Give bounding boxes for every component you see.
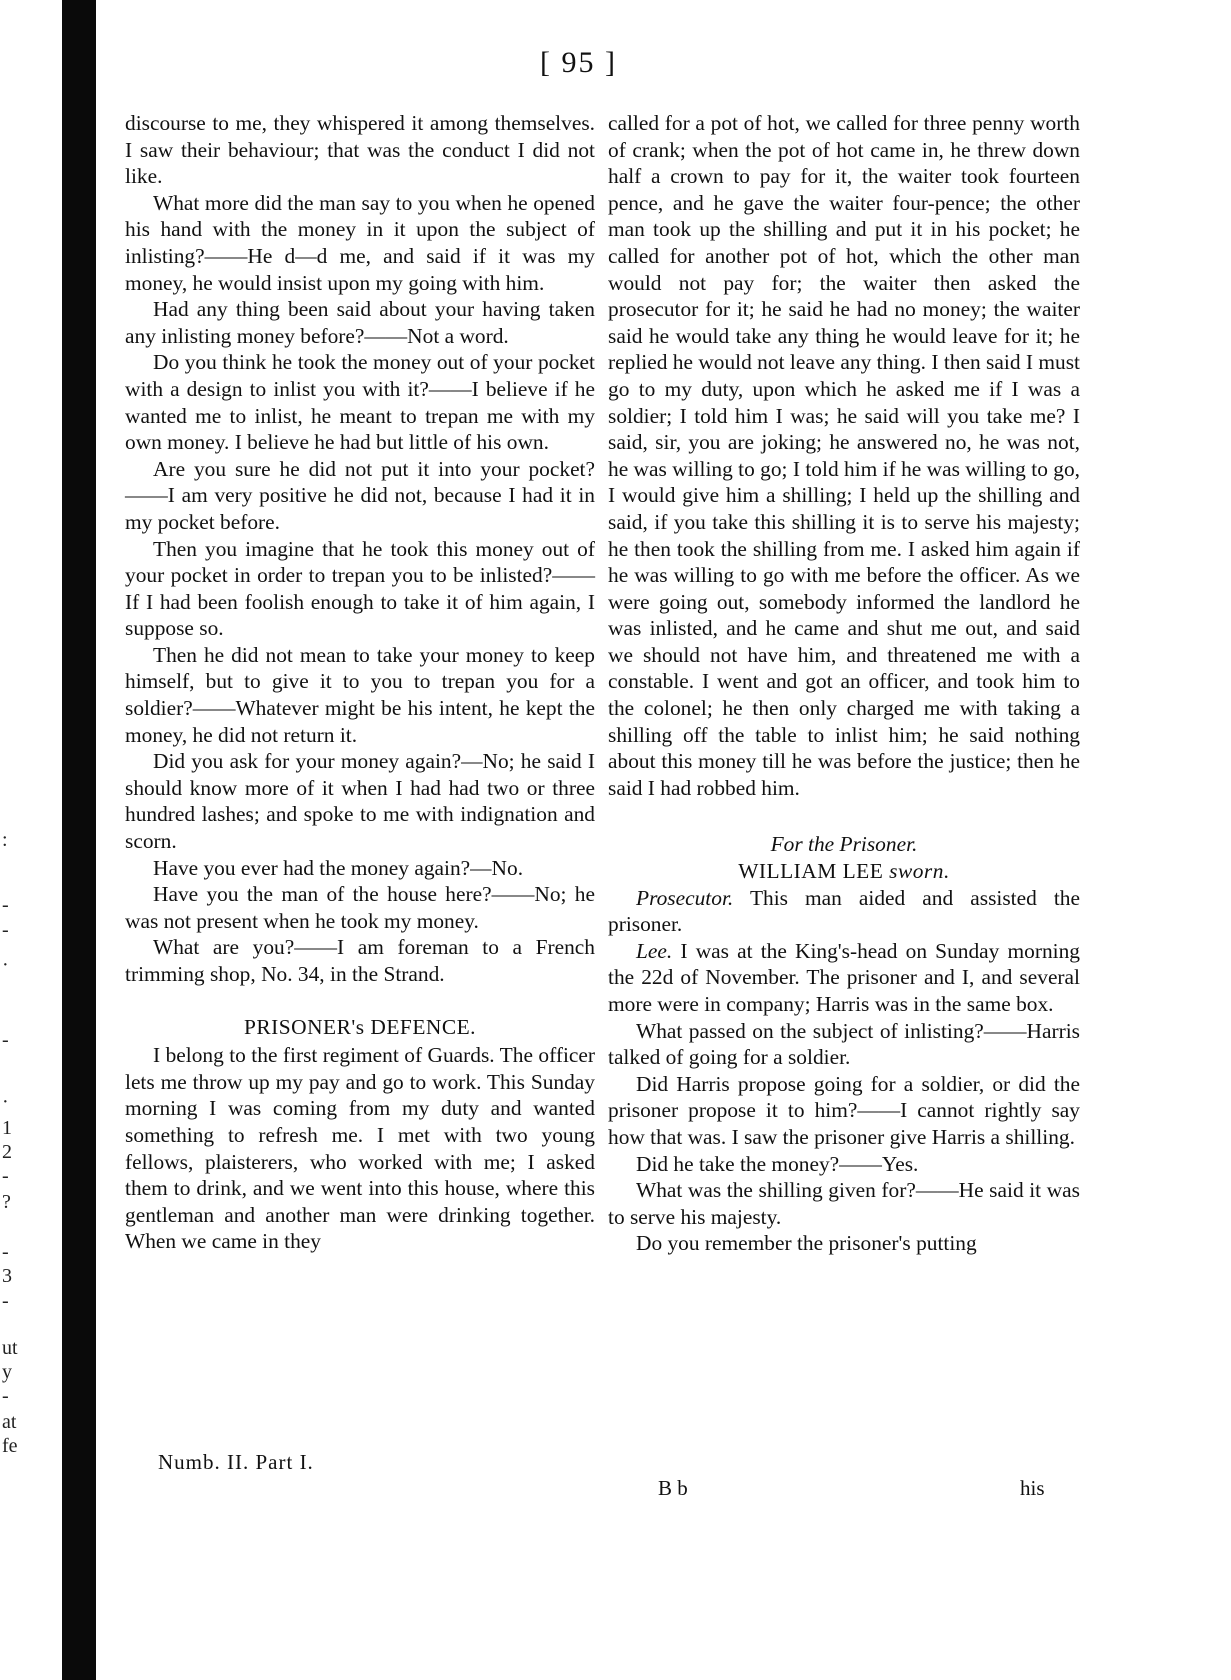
paragraph: Do you think he took the money out of your pocket with a design to inlist you with it?——I believe if he wanted me to inlist, he meant to trepan me with my own money. I believe he had but little of his own. [125, 350, 595, 455]
for-prisoner-heading: For the Prisoner. [770, 832, 918, 857]
paragraph: Have you ever had the money again?—No. [153, 855, 524, 880]
speaker-text: I was at the King's-head on Sunday morning the 22d of November. The prisoner and I, and several more were in company; Harris was in the same box. [608, 938, 1080, 1016]
paragraph: Did he take the money?——Yes. [636, 1151, 919, 1176]
paragraph: What was the shilling given for?——He said it was to serve his majesty. [608, 1178, 1080, 1229]
margin-fragment: ? [2, 1191, 11, 1213]
margin-fragment: - [2, 1290, 9, 1312]
footer-number-part: Numb. II. Part I. [158, 1450, 314, 1474]
paragraph: What are you?——I am foreman to a French trimming shop, No. 34, in the Strand. [125, 935, 595, 986]
paragraph: What passed on the subject of inlisting?——Harris talked of going for a soldier. [608, 1018, 1080, 1070]
speaker-label: Lee. [636, 938, 673, 963]
speaker-label: Prosecutor. [636, 885, 734, 910]
paragraph: Are you sure he did not put it into your pocket?——I am very positive he did not, because I had it in my pocket before. [125, 456, 595, 534]
defence-heading: PRISONER's DEFENCE. [243, 1014, 477, 1039]
footer-signature: B b [658, 1476, 688, 1500]
witness-name: WILLIAM LEE [738, 859, 884, 884]
paragraph [608, 938, 1080, 1018]
margin-fragment: fe [2, 1435, 18, 1457]
left-column [125, 110, 595, 1255]
paragraph: Had any thing been said about your having taken any inlisting money before?——Not a word. [125, 297, 595, 348]
margin-fragment: ut [2, 1337, 18, 1359]
margin-fragment: · [2, 1091, 9, 1113]
margin-fragment: 2 [2, 1141, 12, 1163]
paragraph: Do you remember the prisoner's putting [636, 1231, 977, 1256]
speaker-text: This man aided and assisted the prisoner. [608, 885, 1080, 937]
margin-fragment: : [2, 829, 8, 851]
margin-fragment: - [2, 1385, 9, 1407]
witness-heading [608, 858, 1080, 885]
margin-fragment: - [2, 1029, 9, 1051]
paragraph: discourse to me, they whispered it among themselves. I saw their behaviour; that was the conduct I did not like. [125, 111, 595, 189]
margin-fragments [0, 0, 30, 1680]
margin-fragment: - [2, 1165, 9, 1187]
margin-fragment: - [2, 1241, 9, 1263]
margin-fragment: 1 [2, 1117, 12, 1139]
margin-fragment: 3 [2, 1265, 12, 1287]
footer-catchword: his [1020, 1476, 1045, 1500]
margin-fragment: at [2, 1411, 17, 1433]
paragraph [608, 885, 1080, 938]
margin-fragment: y [2, 1361, 12, 1383]
paragraph: called for a pot of hot, we called for three penny worth of crank; when the pot of hot came in, he threw down half a crown to pay for it, the waiter took fourteen pence, and he gave the waiter four-pence; the other man took up the shilling and put it in his pocket; he called for another pot of hot, which the other man would not pay for; the waiter then asked the prosecutor for it; he said he had no money; the waiter said he would take any thing he would leave for it; he replied he would not leave any thing. I then said I must go to my duty, upon which he asked me if I was a soldier; I told him I was; he said will you take me? I said, sir, you are joking; he answered no, he was not, he was willing to go; I told him if he was willing to go, I would give him a shilling; I held up the shilling and said, if you take this shilling it is to serve his majesty; he then took the shilling from me. I asked him again if he was willing to go with me before the officer. As we were going out, somebody informed the landlord he was inlisted, and he came and shut me out, and said we should not have him, and threatened me with a constable. I went and got an officer, and took him to the colonel; he then only charged me with taking a shilling off the table to inlist him; he said nothing about this money till he was before the justice; then he said I had robbed him. [608, 111, 1080, 800]
margin-fragment: - [2, 894, 9, 916]
margin-fragment: · [2, 954, 9, 976]
witness-sworn: sworn. [889, 859, 950, 884]
paragraph: Then he did not mean to take your money to keep himself, but to give it to you to trepan you for a soldier?——Whatever might be his intent, he kept the money, he did not return it. [125, 642, 595, 747]
page-number: [ 95 ] [540, 46, 617, 79]
paragraph: Did Harris propose going for a soldier, or did the prisoner propose it to him?——I cannot rightly say how that was. I saw the prisoner give Harris a shilling. [608, 1071, 1080, 1149]
paragraph: Have you the man of the house here?——No; he was not present when he took my money. [125, 882, 595, 933]
binding-edge [62, 0, 96, 1680]
right-column [608, 110, 1080, 1257]
paragraph: I belong to the first regiment of Guards. The officer lets me throw up my pay and go to work. This Sunday morning I was coming from my duty and wanted something to refresh me. I met with two young fellows, plaisterers, who worked with me; I asked them to drink, and we went into this house, where this gentleman and another man were drinking together. When we came in they [125, 1043, 595, 1254]
paragraph: Then you imagine that he took this money out of your pocket in order to trepan you to be inlisted?——If I had been foolish enough to take it of him again, I suppose so. [125, 536, 595, 641]
margin-fragment: - [2, 919, 9, 941]
paragraph: What more did the man say to you when he opened his hand with the money in it upon the subject of inlisting?——He d—d me, and said if it was my money, he would insist upon my going with him. [125, 190, 595, 295]
paragraph: Did you ask for your money again?—No; he said I should know more of it when I had had two or three hundred lashes; and spoke to me with indignation and scorn. [125, 749, 595, 854]
